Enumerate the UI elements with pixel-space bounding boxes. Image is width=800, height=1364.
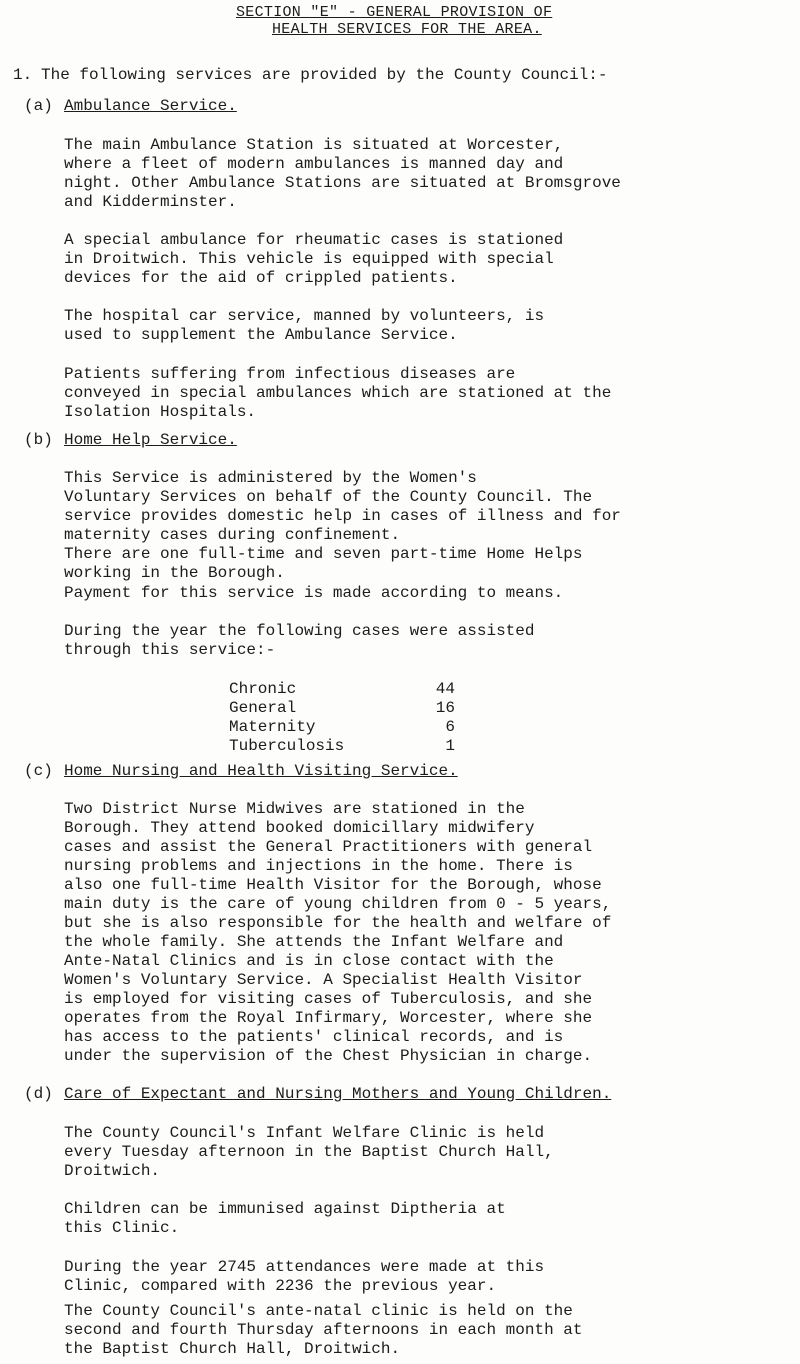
paragraph: There are one full-time and seven part-time Home Helps working in the Borough. xyxy=(64,545,583,582)
paragraph: The County Council's ante-natal clinic is held on the second and fourth Thursday afternoons in each month at the Baptist Church Hall, Droitwich. xyxy=(64,1302,583,1358)
subsection-label: (d) xyxy=(24,1085,53,1103)
subsection-title: Care of Expectant and Nursing Mothers and Young Children. xyxy=(64,1085,612,1103)
case-row xyxy=(229,737,489,756)
case-value: 1 xyxy=(445,737,455,755)
item-intro-text: The following services are provided by the County Council:- xyxy=(41,66,608,84)
item-1-intro xyxy=(13,66,793,85)
paragraph: Children can be immunised against Diptheria at this Clinic. xyxy=(64,1200,506,1237)
paragraph: Two District Nurse Midwives are stationed in the Borough. They attend booked domicillary midwifery cases and assist the General Practitioners with general nursing problems and injections in the home. There is also one full-time Health Visitor for the Borough, whose main duty is the care of young children from 0 - 5 years, but she is also responsible for the health and welfare of the whole family. She attends the Infant Welfare and Ante-Natal Clinics and is in close contact with the Women's Voluntary Service. A Specialist Health Visitor is employed for visiting cases of Tuberculosis, and she operates from the Royal Infirmary, Worcester, where she has access to the patients' clinical records, and is under the supervision of the Chest Physician in charge. xyxy=(64,800,612,1065)
paragraph: Payment for this service is made according to means. xyxy=(64,584,564,602)
subsection-d-heading xyxy=(24,1085,784,1104)
paragraph: A special ambulance for rheumatic cases is stationed in Droitwich. This vehicle is equipped with special devices for the aid of crippled patients. xyxy=(64,231,564,287)
subsection-title: Ambulance Service. xyxy=(64,97,237,115)
subsection-b-heading xyxy=(24,431,784,450)
subsection-title: Home Nursing and Health Visiting Service. xyxy=(64,762,458,780)
case-value: 6 xyxy=(445,718,455,736)
item-number: 1. xyxy=(13,66,33,84)
paragraph: During the year 2745 attendances were made at this Clinic, compared with 2236 the previous year. xyxy=(64,1258,545,1295)
subsection-a-heading xyxy=(24,97,784,116)
case-row xyxy=(229,680,489,699)
subsection-label: (a) xyxy=(24,97,53,115)
case-name: Chronic xyxy=(229,680,297,698)
paragraph: The County Council's Infant Welfare Clinic is held every Tuesday afternoon in the Baptist Church Hall, Droitwich. xyxy=(64,1124,554,1180)
case-name: Maternity xyxy=(229,718,316,736)
case-name: Tuberculosis xyxy=(229,737,345,755)
heading-line-2: HEALTH SERVICES FOR THE AREA. xyxy=(272,21,542,38)
paragraph: Patients suffering from infectious diseases are conveyed in special ambulances which are stationed at the Isolation Hospitals. xyxy=(64,365,612,421)
paragraph: The hospital car service, manned by volunteers, is used to supplement the Ambulance Service. xyxy=(64,307,545,344)
case-row xyxy=(229,718,489,737)
cases-list xyxy=(229,680,489,756)
paragraph: During the year the following cases were assisted through this service:- xyxy=(64,622,535,659)
case-value: 16 xyxy=(435,699,455,717)
heading-line-1: SECTION "E" - GENERAL PROVISION OF xyxy=(236,4,553,21)
subsection-title: Home Help Service. xyxy=(64,431,237,449)
subsection-label: (c) xyxy=(24,762,53,780)
section-heading xyxy=(236,4,656,38)
case-name: General xyxy=(229,699,297,717)
subsection-label: (b) xyxy=(24,431,53,449)
paragraph: The main Ambulance Station is situated at Worcester, where a fleet of modern ambulances is manned day and night. Other Ambulance Stations are situated at Bromsgrove and Kidderminster. xyxy=(64,136,621,211)
case-value: 44 xyxy=(435,680,455,698)
subsection-c-heading xyxy=(24,762,784,781)
case-row xyxy=(229,699,489,718)
paragraph: This Service is administered by the Women's Voluntary Services on behalf of the County Council. The service provides domestic help in cases of illness and for maternity cases during confinement. xyxy=(64,469,621,544)
